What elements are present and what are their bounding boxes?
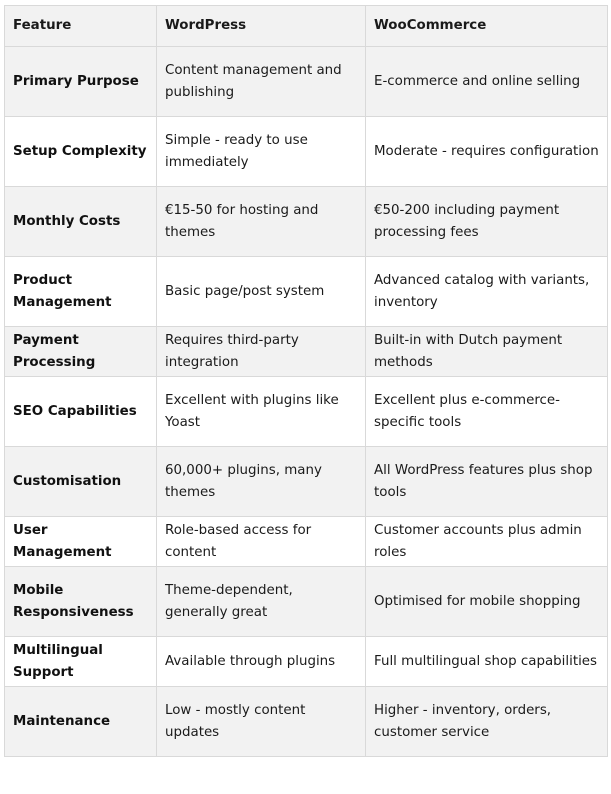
wordpress-cell: Low - mostly content updates — [157, 687, 366, 757]
wordpress-cell: Theme-dependent, generally great — [157, 567, 366, 637]
woocommerce-cell: Excellent plus e-commerce-specific tools — [366, 377, 608, 447]
feature-cell: Multilingual Support — [5, 637, 157, 687]
woocommerce-cell: Full multilingual shop capabilities — [366, 637, 608, 687]
table-row — [5, 517, 608, 567]
feature-cell: Customisation — [5, 447, 157, 517]
table-row — [5, 567, 608, 637]
wordpress-cell: Excellent with plugins like Yoast — [157, 377, 366, 447]
table-row — [5, 637, 608, 687]
header-woocommerce: WooCommerce — [366, 6, 608, 47]
header-feature: Feature — [5, 6, 157, 47]
woocommerce-cell: Higher - inventory, orders, customer service — [366, 687, 608, 757]
woocommerce-cell: Built-in with Dutch payment methods — [366, 327, 608, 377]
table-row — [5, 257, 608, 327]
woocommerce-cell: All WordPress features plus shop tools — [366, 447, 608, 517]
table-row — [5, 117, 608, 187]
woocommerce-cell: E-commerce and online selling — [366, 47, 608, 117]
woocommerce-cell: Optimised for mobile shopping — [366, 567, 608, 637]
table-row — [5, 377, 608, 447]
wordpress-cell: Role-based access for content — [157, 517, 366, 567]
wordpress-cell: €15-50 for hosting and themes — [157, 187, 366, 257]
table-row — [5, 47, 608, 117]
header-wordpress: WordPress — [157, 6, 366, 47]
woocommerce-cell: €50-200 including payment processing fees — [366, 187, 608, 257]
wordpress-cell: Available through plugins — [157, 637, 366, 687]
feature-cell: Payment Processing — [5, 327, 157, 377]
wordpress-cell: Simple - ready to use immediately — [157, 117, 366, 187]
woocommerce-cell: Customer accounts plus admin roles — [366, 517, 608, 567]
comparison-table-container — [4, 5, 608, 757]
feature-cell: Product Management — [5, 257, 157, 327]
feature-cell: Monthly Costs — [5, 187, 157, 257]
feature-cell: Primary Purpose — [5, 47, 157, 117]
feature-cell: Mobile Responsiveness — [5, 567, 157, 637]
feature-cell: Setup Complexity — [5, 117, 157, 187]
wordpress-cell: Requires third-party integration — [157, 327, 366, 377]
feature-cell: SEO Capabilities — [5, 377, 157, 447]
table-row — [5, 447, 608, 517]
table-header-row — [5, 6, 608, 47]
table-row — [5, 687, 608, 757]
feature-cell: User Management — [5, 517, 157, 567]
table-row — [5, 327, 608, 377]
woocommerce-cell: Moderate - requires configuration — [366, 117, 608, 187]
wordpress-cell: Basic page/post system — [157, 257, 366, 327]
wordpress-cell: Content management and publishing — [157, 47, 366, 117]
feature-cell: Maintenance — [5, 687, 157, 757]
comparison-table — [4, 5, 608, 757]
wordpress-cell: 60,000+ plugins, many themes — [157, 447, 366, 517]
table-row — [5, 187, 608, 257]
woocommerce-cell: Advanced catalog with variants, inventory — [366, 257, 608, 327]
